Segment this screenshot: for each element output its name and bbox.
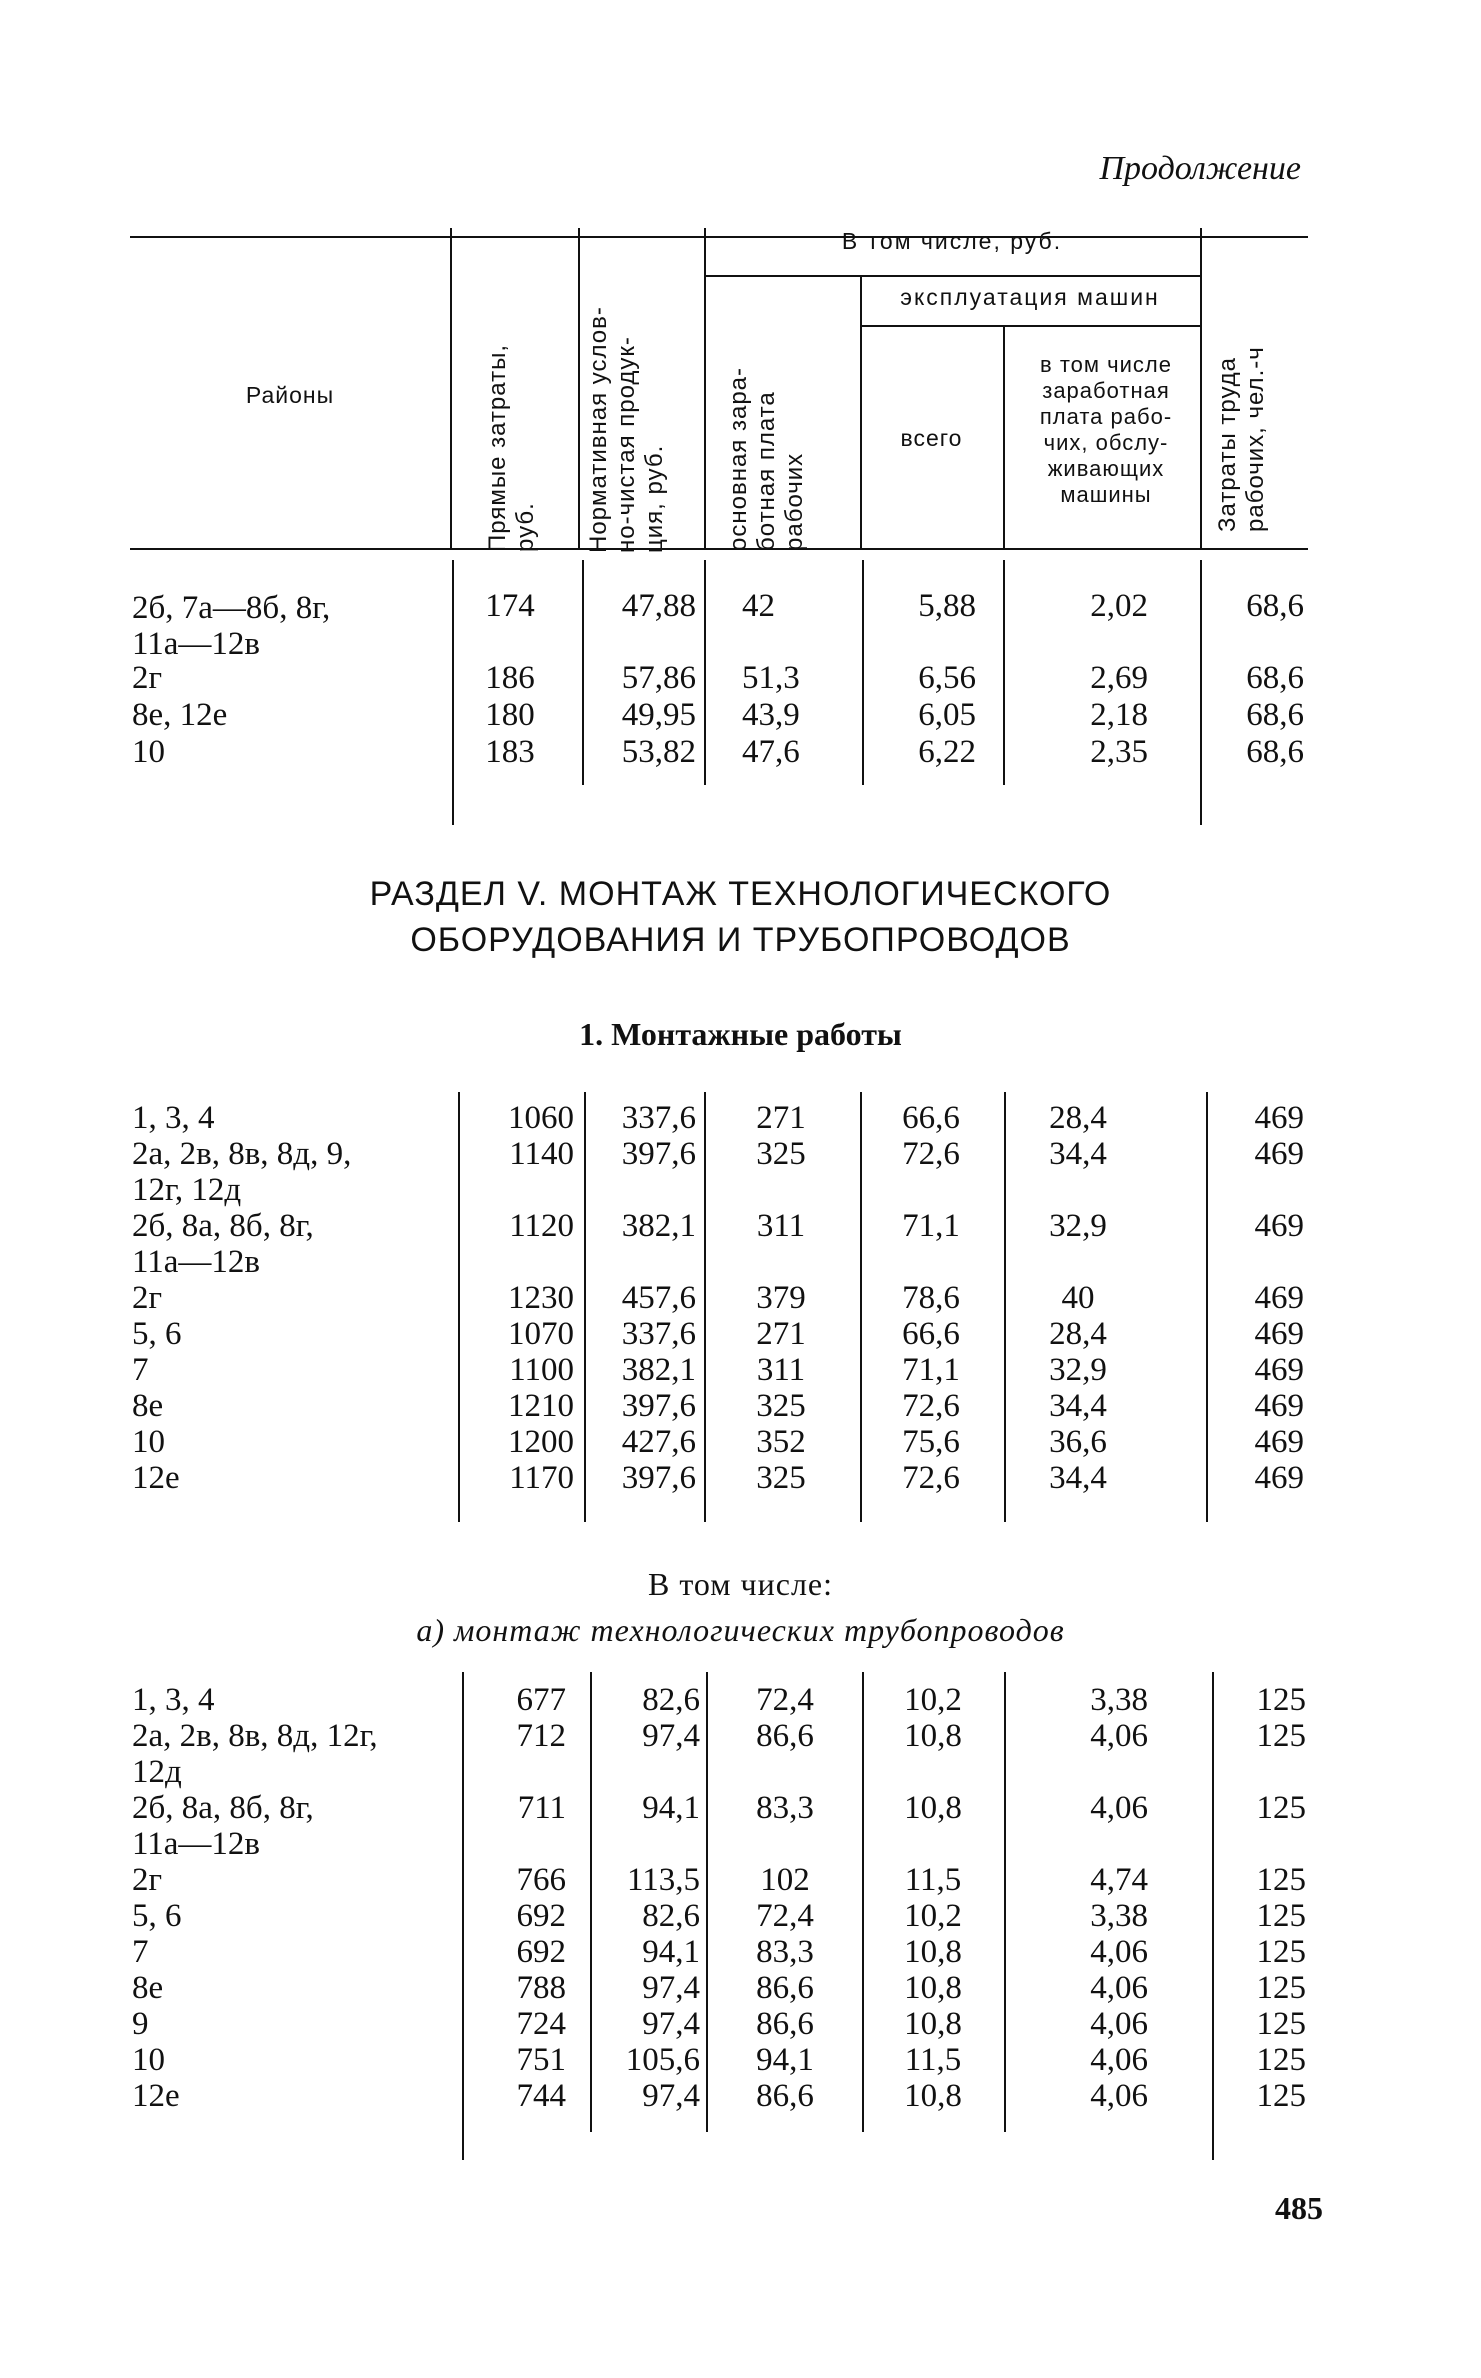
value-cell: 751 [516, 2042, 566, 2078]
value-cell: 4,06 [1090, 1970, 1148, 2006]
value-cell: 10,2 [904, 1898, 962, 1934]
value-cell: 1060 [508, 1100, 574, 1136]
value-cell: 1070 [508, 1316, 574, 1352]
value-cell: 83,3 [756, 1790, 814, 1826]
t3-divider-6 [1212, 1672, 1214, 2160]
header-divider-2 [578, 228, 580, 548]
value-cell: 86,6 [756, 2006, 814, 2042]
value-cell: 72,6 [902, 1460, 960, 1496]
value-cell: 105,6 [625, 2042, 700, 2078]
header-rule-including [704, 275, 1200, 277]
value-cell: 47,6 [742, 734, 800, 770]
value-cell: 97,4 [642, 1718, 700, 1754]
continuation-label: Продолжение [1099, 150, 1301, 187]
value-cell: 1200 [508, 1424, 574, 1460]
t1-divider-4 [862, 560, 864, 785]
value-cell: 2,69 [1090, 660, 1148, 696]
t1-divider-1 [452, 560, 454, 825]
t3-divider-2 [590, 1672, 592, 2132]
t2-divider-1 [458, 1092, 460, 1522]
value-cell: 4,06 [1090, 1790, 1148, 1826]
including-note: В том числе: [647, 1566, 834, 1602]
t1-divider-3 [704, 560, 706, 785]
value-cell: 2,02 [1090, 588, 1148, 624]
value-cell: 337,6 [621, 1316, 696, 1352]
value-cell: 337,6 [621, 1100, 696, 1136]
value-cell: 10,8 [904, 2006, 962, 2042]
value-cell: 1140 [509, 1136, 574, 1172]
value-cell: 102 [760, 1862, 810, 1898]
value-cell: 57,86 [621, 660, 696, 696]
value-cell: 724 [516, 2006, 566, 2042]
region-cell: 2б, 8а, 8б, 8г, 11а—12в [132, 1208, 314, 1280]
value-cell: 66,6 [902, 1316, 960, 1352]
value-cell: 469 [1254, 1208, 1304, 1244]
region-cell: 1, 3, 4 [132, 1682, 215, 1718]
subsection-a-title: а) монтаж технологических трубопроводов [416, 1612, 1065, 1648]
t1-divider-6 [1200, 560, 1202, 825]
value-cell: 4,06 [1090, 2006, 1148, 2042]
value-cell: 469 [1254, 1424, 1304, 1460]
value-cell: 325 [756, 1460, 806, 1496]
value-cell: 11,5 [904, 1862, 962, 1898]
value-cell: 469 [1254, 1316, 1304, 1352]
t1-divider-2 [582, 560, 584, 785]
value-cell: 83,3 [756, 1934, 814, 1970]
value-cell: 125 [1256, 1790, 1306, 1826]
region-cell: 1, 3, 4 [132, 1100, 215, 1136]
value-cell: 469 [1254, 1352, 1304, 1388]
region-cell: 10 [132, 1424, 165, 1460]
t2-divider-2 [584, 1092, 586, 1522]
value-cell: 125 [1256, 1718, 1306, 1754]
value-cell: 1210 [508, 1388, 574, 1424]
header-base-wage: основная зара- ботная плата рабочих [725, 366, 808, 551]
value-cell: 82,6 [642, 1898, 700, 1934]
value-cell: 72,6 [902, 1136, 960, 1172]
region-cell: 2а, 2в, 8в, 8д, 12г, 12д [132, 1718, 378, 1790]
value-cell: 325 [756, 1136, 806, 1172]
value-cell: 1100 [509, 1352, 574, 1388]
header-divider-3 [704, 228, 706, 548]
value-cell: 4,06 [1090, 1934, 1148, 1970]
value-cell: 692 [516, 1934, 566, 1970]
region-cell: 10 [132, 2042, 165, 2078]
t3-divider-4 [862, 1672, 864, 2132]
value-cell: 97,4 [642, 2078, 700, 2114]
value-cell: 71,1 [902, 1208, 960, 1244]
value-cell: 125 [1256, 1682, 1306, 1718]
value-cell: 2,18 [1090, 697, 1148, 733]
value-cell: 94,1 [756, 2042, 814, 2078]
value-cell: 4,06 [1090, 2078, 1148, 2114]
value-cell: 71,1 [902, 1352, 960, 1388]
value-cell: 382,1 [621, 1208, 696, 1244]
value-cell: 311 [756, 1352, 806, 1388]
region-cell: 12е [132, 1460, 180, 1496]
value-cell: 97,4 [642, 1970, 700, 2006]
value-cell: 32,9 [1049, 1352, 1107, 1388]
value-cell: 10,8 [904, 2078, 962, 2114]
value-cell: 744 [516, 2078, 566, 2114]
header-regions: Районы [245, 382, 335, 408]
value-cell: 5,88 [918, 588, 976, 624]
value-cell: 113,5 [626, 1862, 700, 1898]
header-divider-4 [860, 275, 862, 548]
region-cell: 9 [132, 2006, 149, 2042]
value-cell: 4,06 [1090, 1718, 1148, 1754]
value-cell: 125 [1256, 2078, 1306, 2114]
region-cell: 2г [132, 1280, 163, 1316]
value-cell: 86,6 [756, 2078, 814, 2114]
value-cell: 68,6 [1246, 697, 1304, 733]
value-cell: 86,6 [756, 1718, 814, 1754]
value-cell: 82,6 [642, 1682, 700, 1718]
region-cell: 8е [132, 1970, 164, 2006]
value-cell: 788 [516, 1970, 566, 2006]
t2-divider-5 [1004, 1092, 1006, 1522]
value-cell: 66,6 [902, 1100, 960, 1136]
value-cell: 28,4 [1049, 1100, 1107, 1136]
value-cell: 352 [756, 1424, 806, 1460]
value-cell: 397,6 [621, 1460, 696, 1496]
value-cell: 10,8 [904, 1970, 962, 2006]
value-cell: 469 [1254, 1136, 1304, 1172]
value-cell: 692 [516, 1898, 566, 1934]
value-cell: 34,4 [1049, 1460, 1107, 1496]
value-cell: 469 [1254, 1460, 1304, 1496]
page-number: 485 [1275, 2190, 1323, 2226]
t1-divider-5 [1003, 560, 1005, 785]
t3-divider-5 [1004, 1672, 1006, 2132]
region-cell: 2а, 2в, 8в, 8д, 9, 12г, 12д [132, 1136, 352, 1208]
value-cell: 36,6 [1049, 1424, 1107, 1460]
value-cell: 6,56 [918, 660, 976, 696]
header-machine-operation: эксплуатация машин [900, 284, 1160, 310]
value-cell: 94,1 [642, 1934, 700, 1970]
value-cell: 1120 [509, 1208, 574, 1244]
value-cell: 397,6 [621, 1136, 696, 1172]
region-cell: 12е [132, 2078, 180, 2114]
header-labor-costs: Затраты труда рабочих, чел.-ч [1214, 346, 1269, 532]
header-including-rub: В том числе, руб. [841, 228, 1063, 254]
region-cell: 7 [132, 1934, 149, 1970]
value-cell: 174 [485, 588, 535, 624]
value-cell: 6,22 [918, 734, 976, 770]
header-total: всего [900, 425, 963, 451]
region-cell: 10 [132, 734, 165, 770]
value-cell: 68,6 [1246, 588, 1304, 624]
value-cell: 32,9 [1049, 1208, 1107, 1244]
header-divider-5 [1003, 325, 1005, 548]
value-cell: 34,4 [1049, 1388, 1107, 1424]
value-cell: 4,06 [1090, 2042, 1148, 2078]
region-cell: 7 [132, 1352, 149, 1388]
value-cell: 4,74 [1090, 1862, 1148, 1898]
value-cell: 125 [1256, 1970, 1306, 2006]
t2-divider-6 [1206, 1092, 1208, 1522]
header-divider-1 [450, 228, 452, 548]
value-cell: 78,6 [902, 1280, 960, 1316]
t3-divider-1 [462, 1672, 464, 2160]
value-cell: 40 [1061, 1280, 1095, 1316]
value-cell: 6,05 [918, 697, 976, 733]
value-cell: 51,3 [742, 660, 800, 696]
value-cell: 3,38 [1090, 1682, 1148, 1718]
value-cell: 75,6 [902, 1424, 960, 1460]
value-cell: 125 [1256, 1862, 1306, 1898]
section-title-line2: ОБОРУДОВАНИЯ И ТРУБОПРОВОДОВ [410, 921, 1071, 959]
value-cell: 10,2 [904, 1682, 962, 1718]
value-cell: 711 [517, 1790, 566, 1826]
value-cell: 427,6 [621, 1424, 696, 1460]
value-cell: 125 [1256, 2042, 1306, 2078]
value-cell: 53,82 [621, 734, 696, 770]
value-cell: 72,6 [902, 1388, 960, 1424]
value-cell: 325 [756, 1388, 806, 1424]
value-cell: 42 [742, 588, 775, 624]
region-cell: 2г [132, 660, 163, 696]
value-cell: 125 [1256, 1934, 1306, 1970]
value-cell: 271 [756, 1100, 806, 1136]
value-cell: 311 [756, 1208, 806, 1244]
value-cell: 125 [1256, 1898, 1306, 1934]
value-cell: 72,4 [756, 1898, 814, 1934]
value-cell: 397,6 [621, 1388, 696, 1424]
header-bottom-rule [130, 548, 1308, 550]
value-cell: 97,4 [642, 2006, 700, 2042]
region-cell: 8е, 12е [132, 697, 228, 733]
value-cell: 457,6 [621, 1280, 696, 1316]
header-direct-costs: Прямые затраты, руб. [484, 344, 539, 552]
value-cell: 2,35 [1090, 734, 1148, 770]
value-cell: 68,6 [1246, 660, 1304, 696]
value-cell: 94,1 [642, 1790, 700, 1826]
value-cell: 125 [1256, 2006, 1306, 2042]
value-cell: 68,6 [1246, 734, 1304, 770]
value-cell: 186 [485, 660, 535, 696]
value-cell: 3,38 [1090, 1898, 1148, 1934]
value-cell: 72,4 [756, 1682, 814, 1718]
region-cell: 5, 6 [132, 1316, 182, 1352]
region-cell: 2б, 7а—8б, 8г, 11а—12в [132, 590, 331, 662]
value-cell: 11,5 [904, 2042, 962, 2078]
value-cell: 10,8 [904, 1934, 962, 1970]
value-cell: 180 [485, 697, 535, 733]
value-cell: 183 [485, 734, 535, 770]
value-cell: 469 [1254, 1100, 1304, 1136]
region-cell: 2б, 8а, 8б, 8г, 11а—12в [132, 1790, 314, 1862]
value-cell: 49,95 [621, 697, 696, 733]
value-cell: 469 [1254, 1280, 1304, 1316]
value-cell: 712 [516, 1718, 566, 1754]
value-cell: 86,6 [756, 1970, 814, 2006]
value-cell: 379 [756, 1280, 806, 1316]
value-cell: 766 [516, 1862, 566, 1898]
header-rule-machines [860, 325, 1200, 327]
value-cell: 469 [1254, 1388, 1304, 1424]
header-normative-product: Нормативная услов- но-чистая продук- ция, руб. [585, 306, 668, 553]
value-cell: 677 [516, 1682, 566, 1718]
value-cell: 10,8 [904, 1790, 962, 1826]
region-cell: 8е [132, 1388, 164, 1424]
header-wage-machine-workers: в том числе заработная плата рабо- чих, обслу- живающих машины [1039, 352, 1173, 507]
value-cell: 43,9 [742, 697, 800, 733]
header-divider-6 [1200, 228, 1202, 548]
subsection-title: 1. Монтажные работы [579, 1016, 902, 1052]
region-cell: 2г [132, 1862, 163, 1898]
value-cell: 382,1 [621, 1352, 696, 1388]
value-cell: 10,8 [904, 1718, 962, 1754]
section-title-line1: РАЗДЕЛ V. МОНТАЖ ТЕХНОЛОГИЧЕСКОГО [369, 875, 1112, 913]
value-cell: 271 [756, 1316, 806, 1352]
t3-divider-3 [706, 1672, 708, 2132]
value-cell: 47,88 [621, 588, 696, 624]
value-cell: 34,4 [1049, 1136, 1107, 1172]
value-cell: 1230 [508, 1280, 574, 1316]
value-cell: 28,4 [1049, 1316, 1107, 1352]
value-cell: 1170 [509, 1460, 574, 1496]
region-cell: 5, 6 [132, 1898, 182, 1934]
